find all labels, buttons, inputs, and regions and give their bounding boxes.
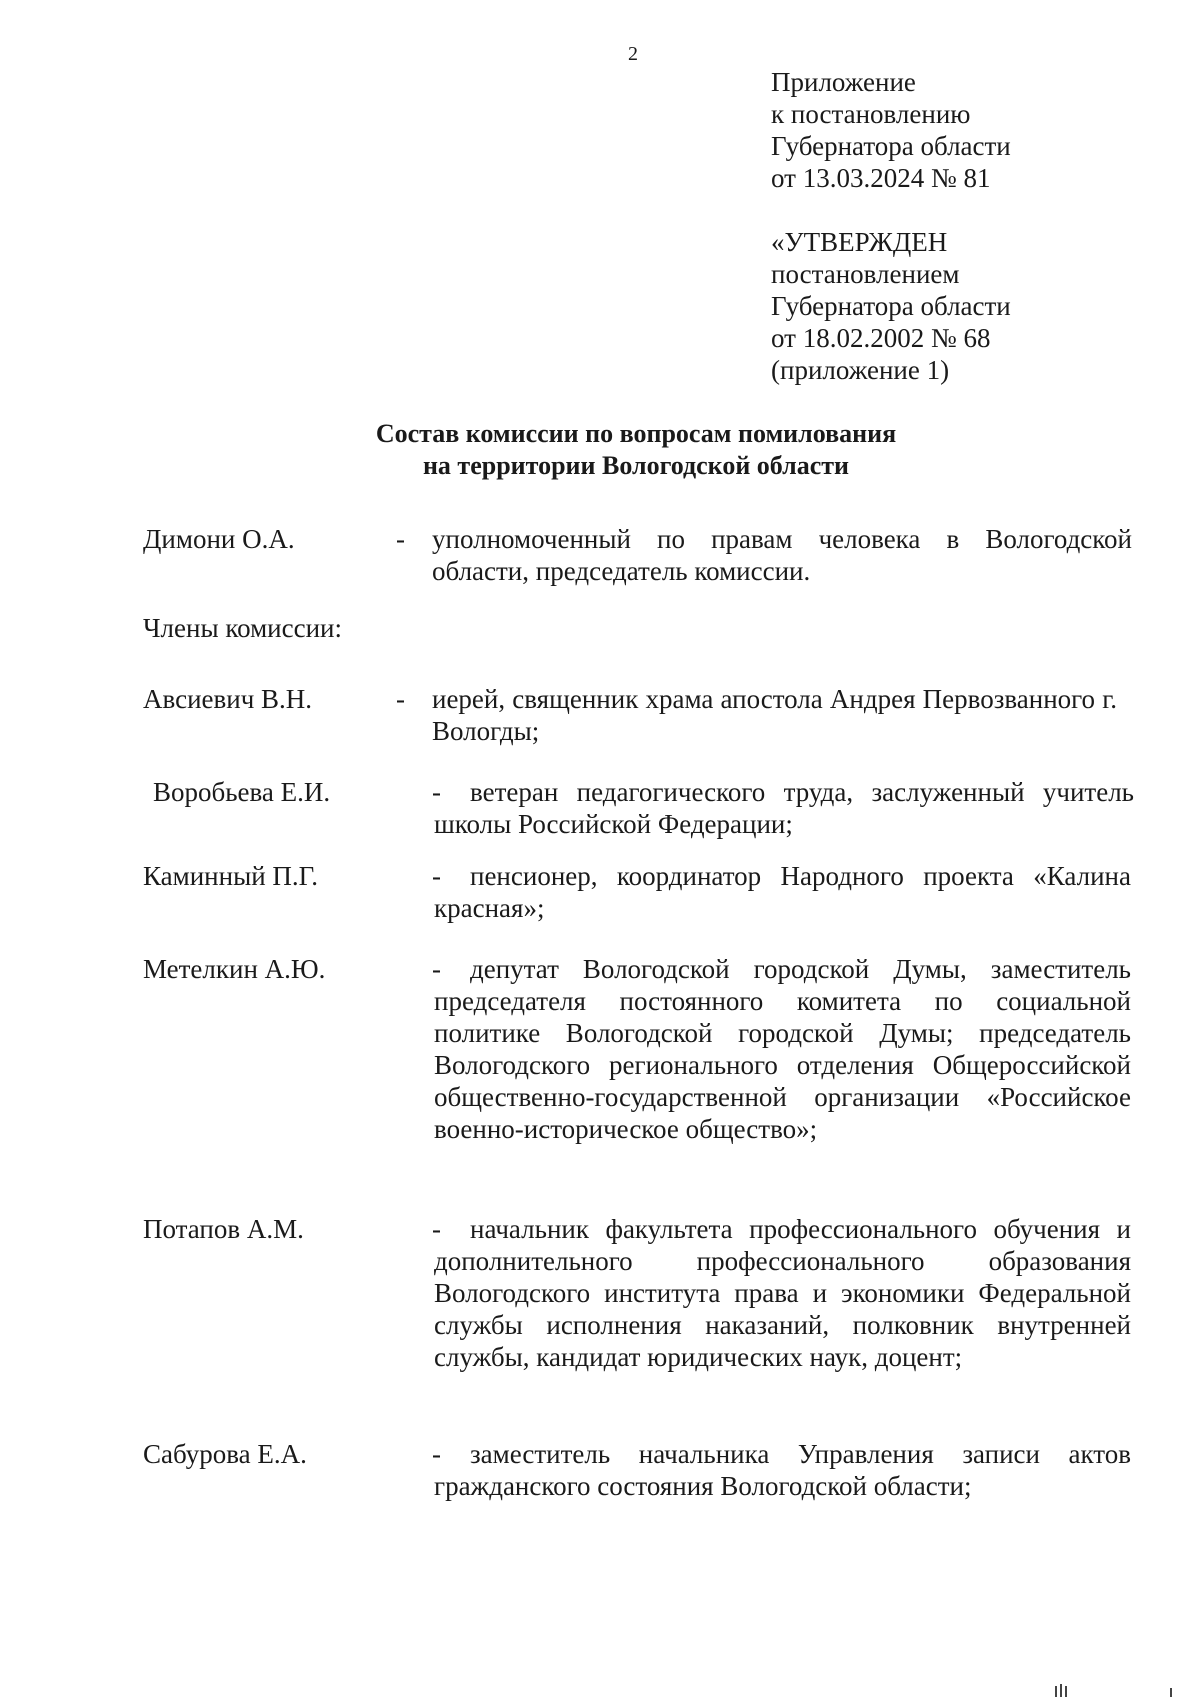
member-description: депутат Вологодской городской Думы, заместитель председателя постоянного комитета по социальной политике Вологодской городской Думы; председатель Вологодского регионального отделения Общероссийской общественно-государственной организации «Российское военно-историческое общество»;: [434, 954, 1131, 1144]
member-description: начальник факультета профессионального обучения и дополнительного профессионального образования Вологодского института права и экономики Федеральной службы исполнения наказаний, полковник внутренней службы, кандидат юридических наук, доцент;: [434, 1214, 1131, 1372]
dash-separator: -: [396, 524, 405, 554]
member-name: Авсиевич В.Н.: [143, 684, 313, 714]
appendix-date-number: от 13.03.2024 № 81: [771, 163, 991, 193]
member-description: заместитель начальника Управления записи актов гражданского состояния Вологодской области;: [434, 1439, 1131, 1501]
member-description: уполномоченный по правам человека в Вологодской области, председатель комиссии.: [432, 524, 1132, 586]
member-description: иерей, священник храма апостола Андрея Первозванного г. Вологды;: [432, 684, 1117, 746]
dash-separator: -: [432, 861, 441, 891]
member-name: Метелкин А.Ю.: [143, 954, 326, 984]
approved-line: (приложение 1): [771, 355, 950, 385]
appendix-reference: [771, 66, 1171, 194]
scan-artifact-mark: [1065, 1686, 1067, 1697]
approved-line: Губернатора области: [771, 291, 1011, 321]
scan-artifact-mark: [1060, 1684, 1062, 1697]
approval-stamp-text: [771, 226, 1171, 386]
dash-separator: -: [432, 777, 441, 807]
dash-separator: -: [432, 954, 441, 984]
appendix-line: Приложение: [771, 67, 916, 97]
member-name: Сабурова Е.А.: [143, 1439, 307, 1469]
approved-heading: «УТВЕРЖДЕН: [771, 227, 948, 257]
members-label: Члены комиссии:: [143, 613, 342, 643]
member-name: Потапов А.М.: [143, 1214, 304, 1244]
title-line: Состав комиссии по вопросам помилования: [375, 419, 897, 448]
title-line: на территории Вологодской области: [422, 451, 850, 480]
member-name: Воробьева Е.И.: [153, 777, 331, 807]
document-title: [0, 418, 1200, 482]
approved-date-number: от 18.02.2002 № 68: [771, 323, 991, 353]
member-name: Димони О.А.: [143, 524, 295, 554]
dash-separator: -: [432, 1214, 441, 1244]
scan-artifact-mark: [1055, 1686, 1057, 1697]
appendix-line: к постановлению: [771, 99, 971, 129]
scan-artifact-mark: [1170, 1688, 1172, 1697]
dash-separator: -: [396, 684, 405, 714]
approved-line: постановлением: [771, 259, 960, 289]
dash-separator: -: [432, 1439, 441, 1469]
member-name: Каминный П.Г.: [143, 861, 318, 891]
appendix-line: Губернатора области: [771, 131, 1011, 161]
member-description: пенсионер, координатор Народного проекта «Калина красная»;: [434, 861, 1131, 923]
member-description: ветеран педагогического труда, заслуженный учитель школы Российской Федерации;: [434, 777, 1134, 839]
page-number: 2: [628, 43, 638, 65]
